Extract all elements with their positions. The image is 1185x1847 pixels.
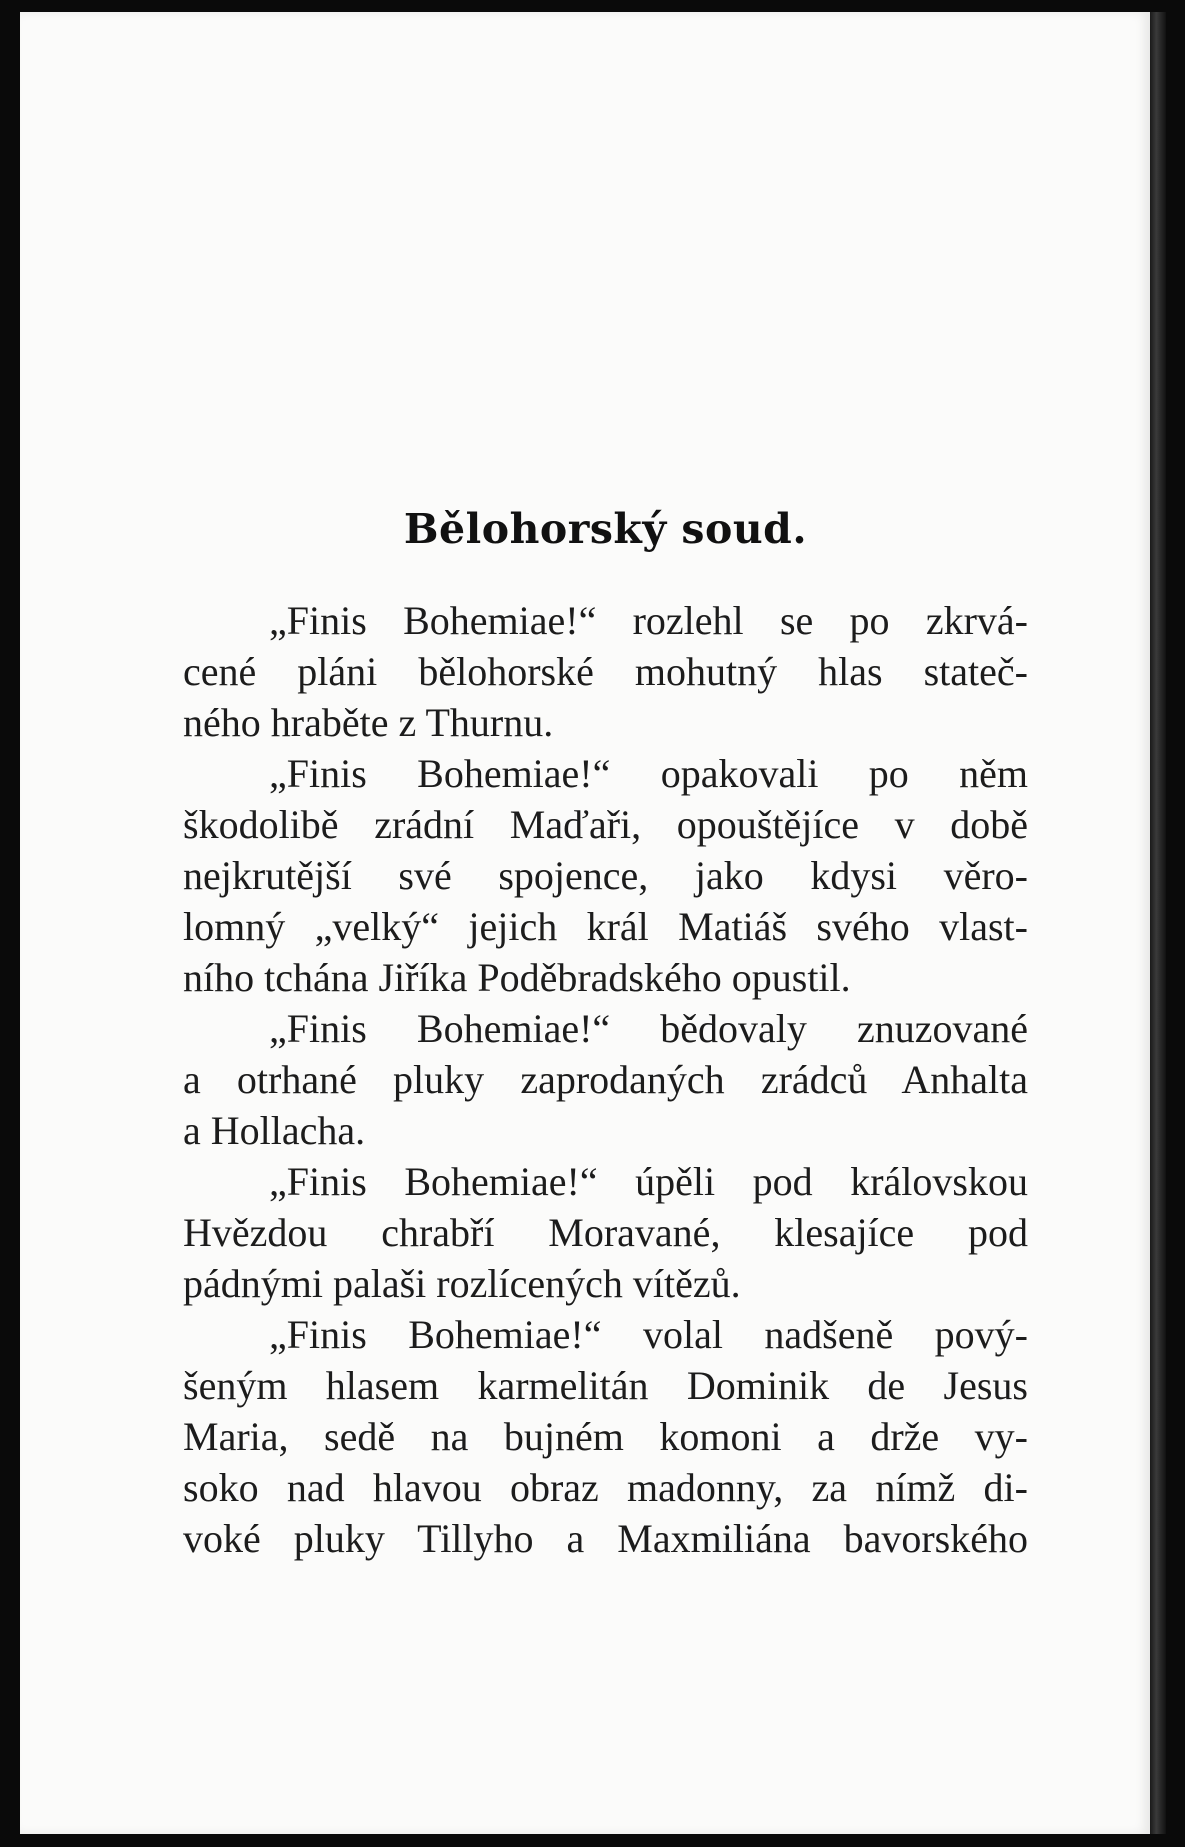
text-line: pádnými palaši rozlícených vítězů.: [183, 1261, 741, 1306]
text-line: a Hollacha.: [183, 1108, 366, 1153]
text-line: ního tchána Jiříka Poděbradského opustil.: [183, 955, 851, 1000]
paragraph: [183, 1309, 1028, 1564]
paragraph: [183, 595, 1028, 748]
text-line: cené pláni bělohorské mohutný hlas stateč-: [183, 649, 1028, 694]
text-line: „Finis Bohemiae!“ bědovaly znuzované: [269, 1006, 1028, 1051]
text-line: ného hraběte z Thurnu.: [183, 700, 554, 745]
text-line: a otrhané pluky zaprodaných zrádců Anhalta: [183, 1057, 1028, 1102]
text-line: škodolibě zrádní Maďaři, opouštějíce v době: [183, 802, 1028, 847]
page-edge: [1150, 12, 1166, 1834]
text-block: [183, 505, 1028, 1564]
paragraph: [183, 1003, 1028, 1156]
text-line: lomný „velký“ jejich král Matiáš svého vlast-: [183, 904, 1028, 949]
chapter-title: Bělohorský soud.: [403, 505, 808, 553]
text-line: „Finis Bohemiae!“ úpěli pod královskou: [269, 1159, 1028, 1204]
text-line: soko nad hlavou obraz madonny, za nímž di-: [183, 1465, 1028, 1510]
text-line: voké pluky Tillyho a Maxmiliána bavorského: [183, 1516, 1028, 1561]
text-line: Maria, sedě na bujném komoni a drže vy-: [183, 1414, 1028, 1459]
text-line: „Finis Bohemiae!“ rozlehl se po zkrvá-: [269, 598, 1028, 643]
text-line: „Finis Bohemiae!“ volal nadšeně pový-: [269, 1312, 1028, 1357]
paragraph: [183, 748, 1028, 1003]
text-line: šeným hlasem karmelitán Dominik de Jesus: [183, 1363, 1028, 1408]
paragraph: [183, 1156, 1028, 1309]
text-line: nejkrutější své spojence, jako kdysi věro-: [183, 853, 1028, 898]
text-line: Hvězdou chrabří Moravané, klesajíce pod: [183, 1210, 1028, 1255]
text-line: „Finis Bohemiae!“ opakovali po něm: [269, 751, 1028, 796]
